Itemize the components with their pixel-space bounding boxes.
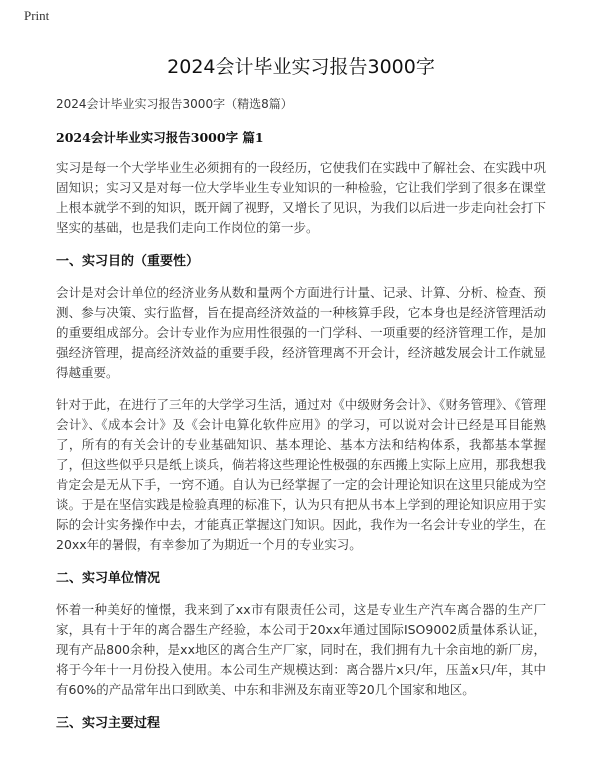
document-subtitle: 2024会计毕业实习报告3000字（精选8篇）: [56, 97, 293, 111]
print-link[interactable]: Print: [24, 8, 50, 23]
document-title: 2024会计毕业实习报告3000字: [167, 56, 435, 78]
intro-paragraph: 实习是每一个大学毕业生必须拥有的一段经历，它使我们在实践中了解社会、在实践中巩固知识；实习又是对每一位大学毕业生专业知识的一种检验，它让我们学到了很多在课堂上根本就学不到的知识，既开阔了视野，又增长了见识，为我们以后进一步走向社会打下坚实的基础，也是我们走向工作岗位的第一步。: [56, 160, 546, 235]
section-heading-process: 三、实习主要过程: [56, 716, 161, 731]
purpose-paragraph-1: 会计是对会计单位的经济业务从数和量两个方面进行计量、记录、计算、分析、检查、预测、参与决策、实行监督，旨在提高经济效益的一种核算手段，它本身也是经济管理活动的重要组成部分。会计专业作为应用性很强的一门学科、一项重要的经济管理工作，是加强经济管理，提高经济效益的重要手段，经济管理离不开会计，经济越发展会计工作就显得越重要。: [56, 285, 546, 380]
article-heading: 2024会计毕业实习报告3000字 篇1: [56, 130, 264, 145]
document-page: [56, 52, 546, 745]
section-heading-company: 二、实习单位情况: [56, 571, 161, 586]
company-paragraph: 怀着一种美好的憧憬，我来到了xx市有限责任公司，这是专业生产汽车离合器的生产厂家，具有十于年的离合器生产经验，本公司于20xx年通过国际ISO9002质量体系认证，现有产品800余种，是xx地区的离合生产厂家，同时在，我们拥有九十余亩地的新厂房，将于今年十一月份投入使用。本公司生产规模达到：离合器片x只/年，压盖x只/年，其中有60%的产品常年出口到欧美、中东和非洲及东南亚等20几个国家和地区。: [56, 602, 546, 697]
purpose-paragraph-2: 针对于此，在进行了三年的大学学习生活，通过对《中级财务会计》、《财务管理》、《管理会计》、《成本会计》及《会计电算化软件应用》的学习，可以说对会计已经是耳目能熟了，所有的有关会计的专业基础知识、基本理论、基本方法和结构体系，我都基本掌握了，但这些似乎只是纸上谈兵，倘若将这些理论性极强的东西搬上实际上应用，那我想我肯定会是无从下手，一窍不通。自认为已经掌握了一定的会计理论知识在这里只能成为空谈。于是在坚信实践是检验真理的标准下，认为只有把从书本上学到的理论知识应用于实际的会计实务操作中去，才能真正掌握这门知识。因此，我作为一名会计专业的学生，在20xx年的暑假，有幸参加了为期近一个月的专业实习。: [56, 397, 546, 552]
section-heading-purpose: 一、实习目的（重要性）: [56, 254, 200, 269]
